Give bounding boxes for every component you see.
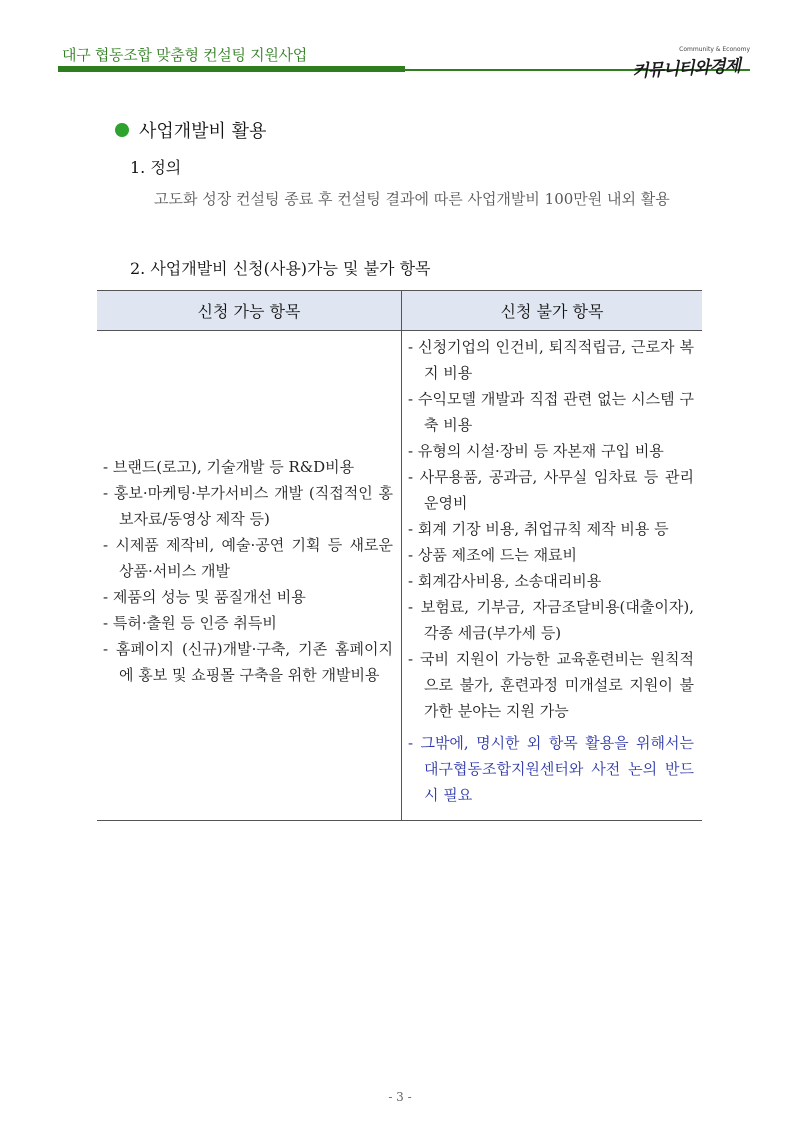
definition-text: 고도화 성장 컨설팅 종료 후 컨설팅 결과에 따른 사업개발비 100만원 내외 활용 xyxy=(154,190,670,208)
section-heading-text: 사업개발비 활용 xyxy=(139,121,267,142)
note-item: - 그밖에, 명시한 외 항목 활용을 위해서는 대구협동조합지원센터와 사전 논의 반드시 필요 xyxy=(408,734,694,804)
list-item: - 보험료, 기부금, 자금조달비용(대출이자), 각종 세금(부가세 등) xyxy=(408,598,694,642)
list-item: - 회계 기장 비용, 취업규칙 제작 비용 등 xyxy=(408,520,669,538)
allowed-list xyxy=(97,451,401,700)
not-allowed-cell xyxy=(402,331,703,821)
header-not-allowed: 신청 불가 항목 xyxy=(402,291,703,331)
list-item: - 신청기업의 인건비, 퇴직적립금, 근로자 복지 비용 xyxy=(408,338,694,382)
list-item: - 사무용품, 공과금, 사무실 임차료 등 관리운영비 xyxy=(408,468,694,512)
list-item: - 브랜드(로고), 기술개발 등 R&D비용 xyxy=(103,458,355,476)
list-item: - 홈페이지 (신규)개발·구축, 기존 홈페이지에 홍보 및 쇼핑몰 구축을 위한 개발비용 xyxy=(103,640,393,684)
section-heading xyxy=(115,117,266,143)
list-item: - 상품 제조에 드는 재료비 xyxy=(408,546,578,564)
list-item: - 특허·출원 등 인증 취득비 xyxy=(103,614,277,632)
subheading-definition: 1. 정의 xyxy=(130,158,182,177)
header-allowed: 신청 가능 항목 xyxy=(97,291,402,331)
header-title: 대구 협동조합 맞춤형 컨설팅 지원사업 xyxy=(62,46,307,64)
list-item: - 시제품 제작비, 예술·공연 기획 등 새로운 상품·서비스 개발 xyxy=(103,536,393,580)
not-allowed-list xyxy=(402,331,702,820)
allowed-cell xyxy=(97,331,402,821)
list-item: - 제품의 성능 및 품질개선 비용 xyxy=(103,588,306,606)
bullet-icon xyxy=(115,123,129,137)
page-number: - 3 - xyxy=(388,1090,412,1104)
list-item: - 유형의 시설·장비 등 자본재 구입 비용 xyxy=(408,442,664,460)
list-item: - 회계감사비용, 소송대리비용 xyxy=(408,572,602,590)
list-item: - 홍보·마케팅·부가서비스 개발 (직접적인 홍보자료/동영상 제작 등) xyxy=(103,484,393,528)
subheading-items: 2. 사업개발비 신청(사용)가능 및 불가 항목 xyxy=(130,259,431,278)
logo-tagline: Community & Economy xyxy=(679,46,750,53)
list-item: - 수익모델 개발과 직접 관련 없는 시스템 구축 비용 xyxy=(408,390,694,434)
items-table xyxy=(97,290,702,821)
list-item: - 국비 지원이 가능한 교육훈련비는 원칙적으로 불가, 훈련과정 미개설로 지원이 불가한 분야는 지원 가능 xyxy=(408,650,694,720)
header-rule xyxy=(58,66,405,72)
logo xyxy=(630,46,750,80)
logo-wordmark: 커뮤니티와경제 xyxy=(631,56,741,82)
